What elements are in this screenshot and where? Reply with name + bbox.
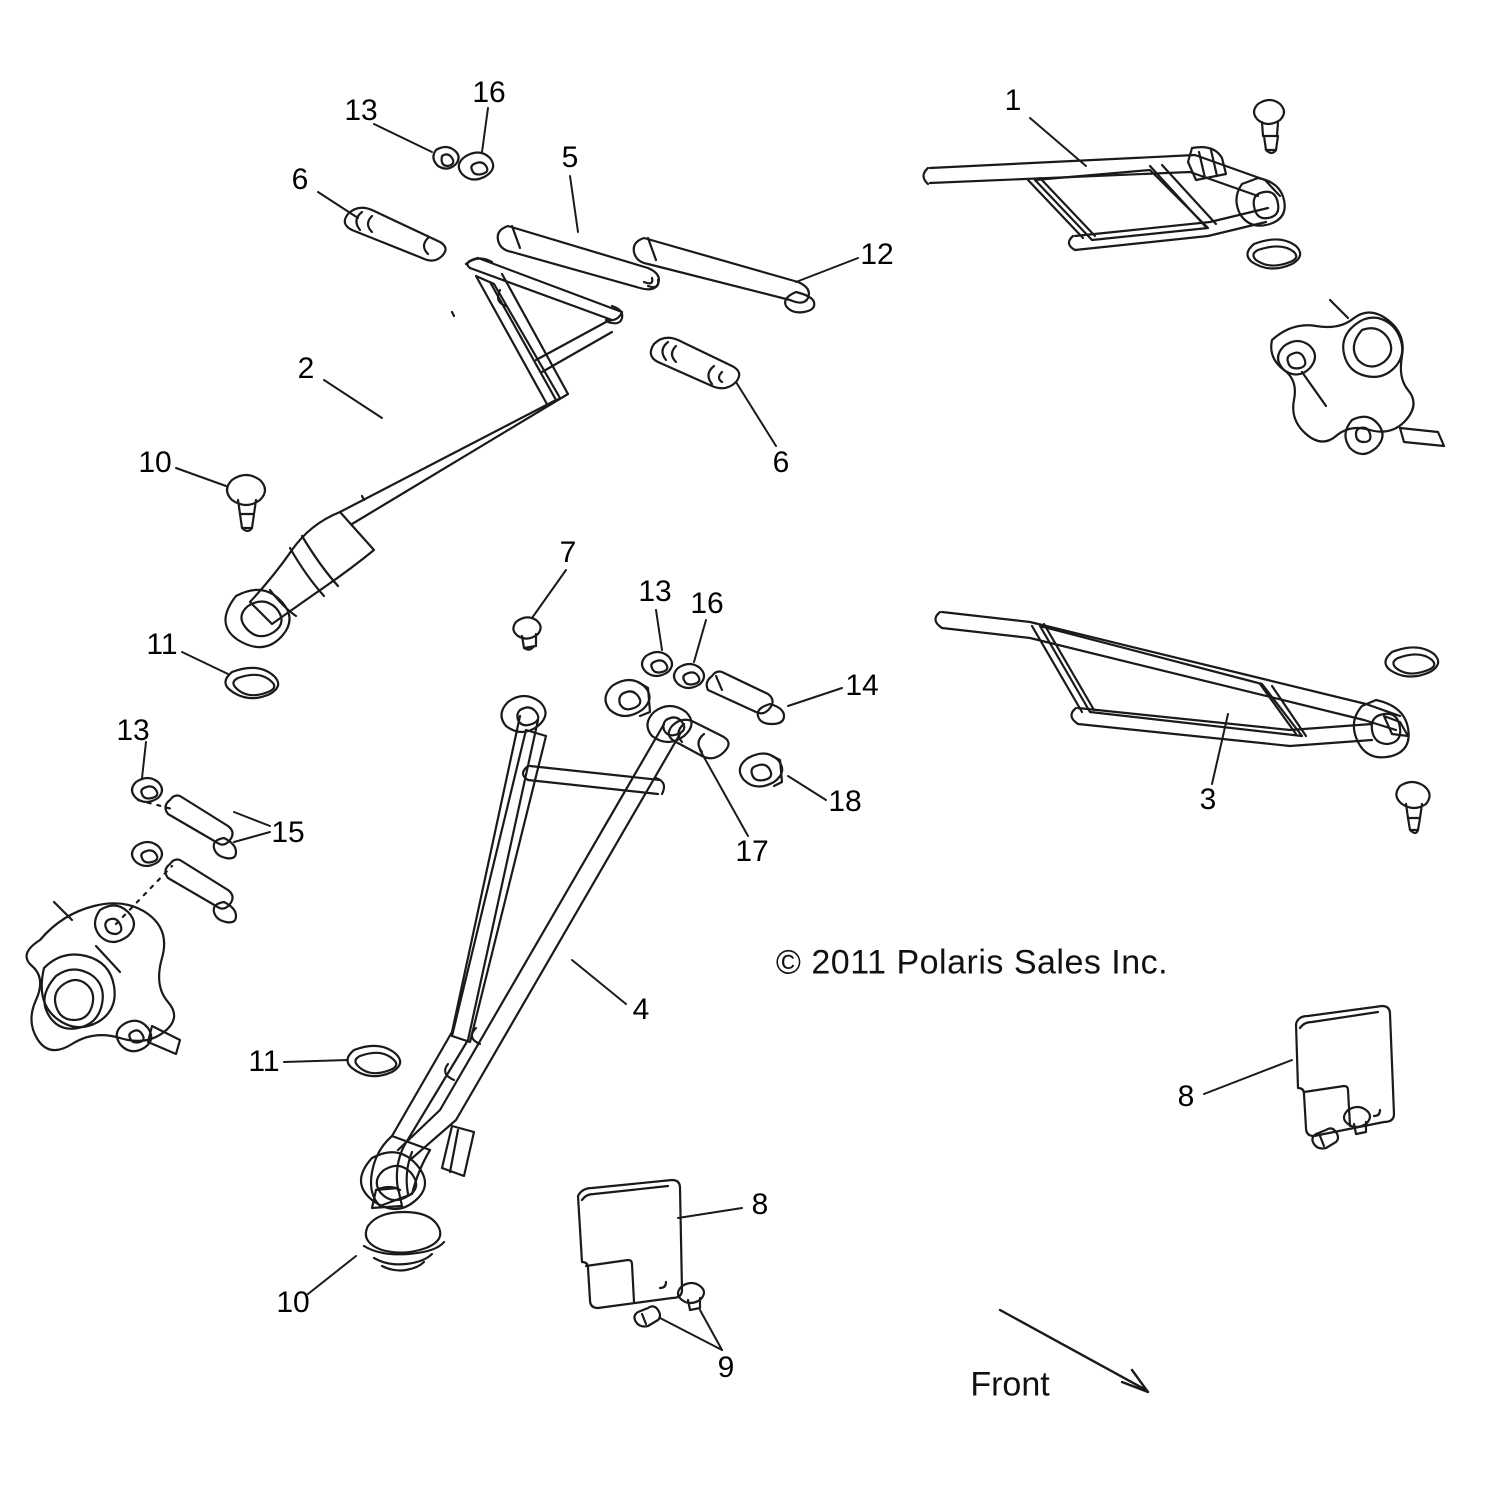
front-orientation-label: Front (970, 1365, 1050, 1404)
steering-knuckle-right (1271, 300, 1444, 454)
copyright-notice: © 2011 Polaris Sales Inc. (775, 943, 1169, 982)
callout-13-top: 13 (344, 94, 378, 127)
part-11-snap-ring-upper (225, 668, 278, 698)
part-16-washer-top (459, 152, 493, 179)
callout-3: 3 (1199, 783, 1217, 816)
callout-17: 17 (735, 835, 769, 868)
callout-13-middle: 13 (638, 575, 672, 608)
part-3-lower-control-arm (935, 612, 1438, 833)
part-14-bolt (707, 672, 784, 725)
part-4-control-arm (361, 696, 692, 1209)
part-8-shield-right (1296, 1006, 1394, 1149)
callout-10-upper: 10 (138, 446, 172, 479)
callout-10-lower: 10 (276, 1286, 310, 1319)
callout-11-lower: 11 (248, 1045, 280, 1078)
callout-18: 18 (828, 785, 862, 818)
part-11-snap-ring-lower (347, 1046, 400, 1076)
part-8-shield-lower (578, 1180, 682, 1308)
callout-16-middle: 16 (690, 587, 724, 620)
callout-5: 5 (561, 141, 579, 174)
callout-4: 4 (632, 993, 650, 1026)
callout-8-lower: 8 (751, 1188, 769, 1221)
steering-knuckle-left (27, 902, 180, 1054)
callout-2: 2 (297, 352, 315, 385)
part-7-fastener (513, 617, 540, 649)
part-12-bolt (634, 238, 815, 312)
callout-1: 1 (1004, 84, 1022, 117)
callout-9: 9 (717, 1351, 735, 1384)
callout-6-upper: 6 (291, 163, 309, 196)
part-16-washer-middle (674, 664, 704, 688)
callout-8-right: 8 (1177, 1080, 1195, 1113)
callout-12: 12 (860, 238, 894, 271)
part-13-nuts-left (132, 778, 162, 866)
part-18-bushing (740, 753, 782, 786)
callout-14: 14 (845, 669, 879, 702)
part-1-upper-control-arm (924, 100, 1301, 269)
callout-6-lower: 6 (772, 446, 790, 479)
callout-13-left: 13 (116, 714, 150, 747)
part-10-ball-joint-upper (227, 475, 265, 531)
callout-16-top: 16 (472, 76, 506, 109)
part-13-nut-top (433, 147, 458, 169)
part-6-bushing-upper (345, 208, 446, 261)
part-13-nut-middle (642, 652, 672, 676)
part-6-bushing-lower (651, 338, 739, 389)
callout-11-upper: 11 (146, 628, 178, 661)
part-5-bolt (498, 226, 659, 289)
part-2-control-arm (225, 258, 622, 647)
callout-7: 7 (559, 536, 577, 569)
part-7-bushing-boss (605, 680, 650, 716)
callout-15: 15 (271, 816, 305, 849)
part-15-bolts (165, 796, 236, 923)
part-9-screws (634, 1283, 704, 1327)
